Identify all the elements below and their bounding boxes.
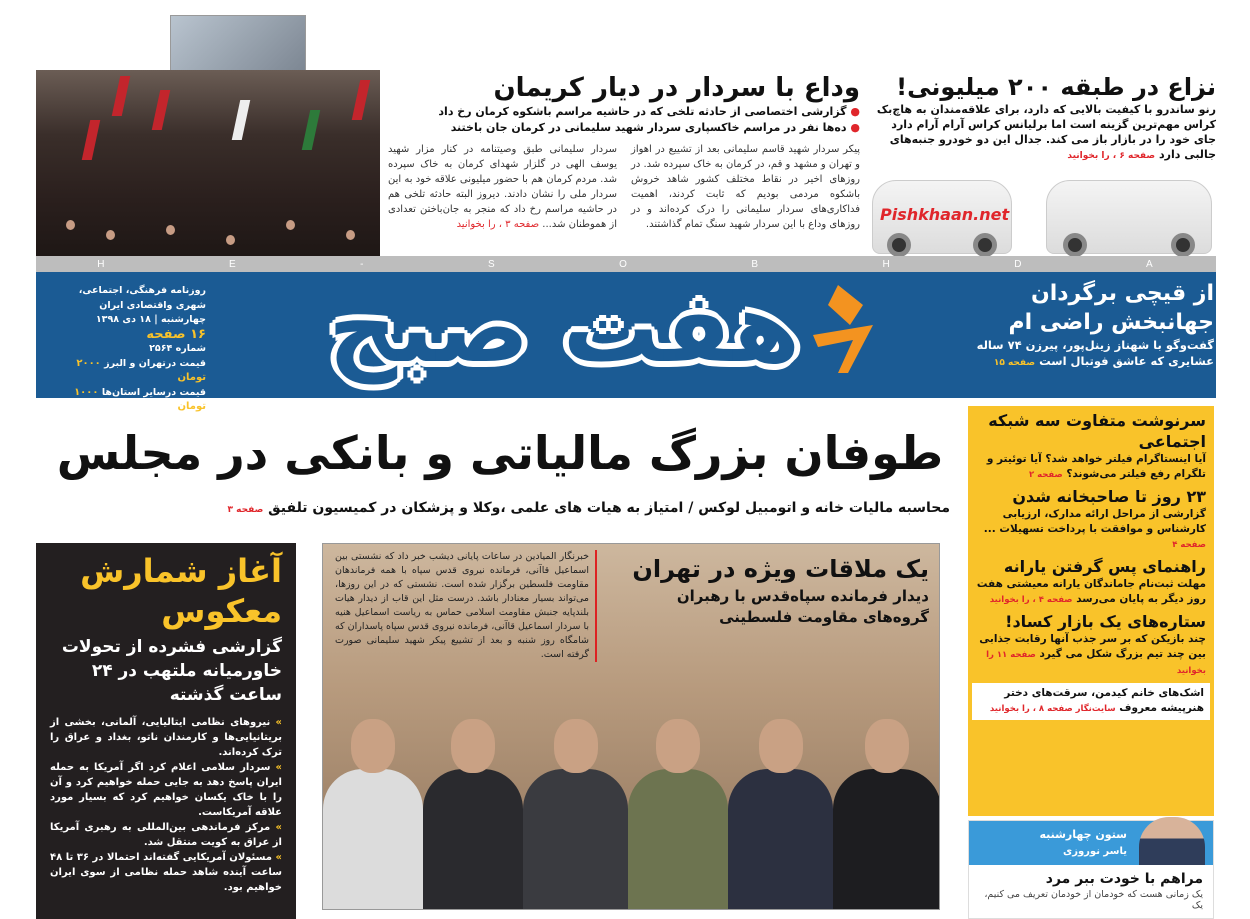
strip-letter: H	[97, 258, 107, 270]
column-body: یک زمانی هست که خودمان از خودمان تعریف می کنیم، یک	[984, 889, 1203, 911]
price-label: قیمت درسایر استان‌ها	[101, 386, 206, 398]
logo-text: هفت صبح	[328, 272, 800, 384]
person-figure	[728, 769, 833, 909]
issue-date: چهارشنبه | ۱۸ دی ۱۳۹۸	[95, 314, 206, 325]
teaser-body: اشک‌های خانم کیدمن، سرقت‌های دختر هنرپیشه معروف سایت‌نگار صفحه ۸ ، را بخوانید	[989, 687, 1204, 714]
column-label: ستون چهارشنبه	[1039, 828, 1127, 841]
person-figure	[323, 769, 423, 909]
page-ref-link[interactable]: صفحه ۲	[1028, 470, 1063, 480]
page-count: ۱۶ صفحه	[146, 326, 206, 342]
strip-letter: A	[1145, 258, 1155, 270]
person-figure	[523, 769, 628, 909]
strip-letter: O	[619, 258, 629, 270]
meeting-photo-story	[322, 543, 940, 910]
football-feature	[960, 279, 1214, 371]
news-item: » سردار سلامی اعلام کرد اگر آمریکا به حمله ایران پاسخ دهد به جایی حمله خواهیم کرد و آن را با خاک یکسان خواهیم کرد که بسیار مورد علاقه آمریکاست.	[50, 762, 282, 818]
price-value: ۱۰۰۰ تومان	[74, 386, 206, 412]
strip-letter: D	[1014, 258, 1024, 270]
story-column: سردار سلیمانی طبق وصیتنامه در کنار مزار شهید یوسف الهی در گلزار شهدای کرمان به خاک سپرده شد. مردم کرمان هم با حضور میلیونی علاقه خود به این سردار ملی را نشان دادند. دیروز البته حادثه تلخی هم در حاشیه مراسم رخ داد که منجر به جان‌باختن تعدادی از هموطنان شد... صفحه ۳ ، را بخوانید	[388, 144, 617, 230]
pishkhaan-watermark: Pishkhaan.net	[880, 205, 1010, 224]
car-story	[866, 72, 1216, 164]
page-ref-link[interactable]: صفحه ۴ ، را بخوانید	[989, 595, 1073, 605]
main-subheadline: محاسبه مالیات خانه و اتومبیل لوکس / امتیاز به هیات های علمی ،وکلا و پزشکان در کمیسیون تلفیق صفحه ۳	[227, 500, 950, 516]
teaser-body: چند بازیکن که بر سر جذب آنها رقابت جذابی بین چند تیم بزرگ شکل می گیرد صفحه ۱۱ را بخوانید	[979, 633, 1206, 676]
teaser-title: راهنمای پس گرفتن یارانه	[1003, 557, 1206, 576]
story-bullet: ده‌ها نفر در مراسم خاکسپاری سردار شهید سلیمانی در کرمان جان باختند	[450, 121, 847, 134]
haft-e-sobh-logo	[330, 268, 800, 398]
kerman-funeral-story: وداع با سردار در دیار کریمان ● گزارشی اختصاصی از حادثه تلخی که در حاشیه مراسم باشکوه کرمان رخ داد ● ده‌ها نفر در مراسم خاکسپاری سردار شهید سلیمانی در کرمان جان باختند پیکر سردار شهید قاسم سلیمانی بعد از تشییع در اهواز و تهران و مشهد و قم، در کرمان به خاک سپرده شد. در روزهای اخیر در نقاط مختلف کشور شاهد خروش باشکوه مردمی بودیم که ثابت کردند، اهمیت فداکاری‌های سردار سلیمانی را درک کرده‌اند و در روزهای وداع با این سردار شهید سنگ تمام گذاشتند. سردار سلیمانی طبق وصیتنامه در کنار مزار شهید یوسف الهی در گلزار شهدای کرمان به خاک سپرده شد. مردم کرمان هم با حضور میلیونی علاقه خود به این سردار ملی را نشان دادند. دیروز البته حادثه تلخی هم در حاشیه مراسم رخ داد که منجر به جان‌باختن تعدادی از هموطنان شد... صفحه ۳ ، را بخوانید	[388, 73, 860, 230]
logo-seven-mark	[808, 285, 878, 375]
page-ref-link[interactable]: صفحه ۱۵	[993, 358, 1036, 368]
strip-letter: E	[228, 258, 238, 270]
page-ref-link[interactable]: صفحه ۳ ، را بخوانید	[456, 219, 540, 230]
teaser-body: آیا اینستاگرام فیلتر خواهد شد؟ آیا توئیتر و تلگرام رفع فیلتر می‌شوند؟ صفحه ۲	[986, 453, 1206, 480]
column-title: مراهم با خودت ببر مرد	[1045, 871, 1203, 887]
story-column: پیکر سردار شهید قاسم سلیمانی بعد از تشییع در اهواز و تهران و مشهد و قم، در کرمان به خاک سپرده شد. در روزهای اخیر در نقاط مختلف کشور شاهد خروش باشکوه مردمی بودیم که ثابت کردند، اهمیت فداکاری‌های سردار سلیمانی را درک کرده‌اند و در روزهای وداع با این سردار شهید سنگ تمام گذاشتند.	[631, 144, 860, 230]
teaser-title: سرنوشت متفاوت سه شبکه اجتماعی	[988, 411, 1206, 451]
middle-east-box	[36, 543, 296, 919]
soleimani-poster-image	[170, 15, 306, 71]
box-subtitle: گزارشی فشرده از تحولات خاورمیانه ملتهب در ۲۴ ساعت گذشته	[61, 637, 282, 705]
yellow-news-box	[968, 406, 1214, 816]
page-ref-link[interactable]: صفحه ۶ ، را بخوانید	[1067, 151, 1156, 161]
teaser-title: ستاره‌های یک بازار کساد!	[1005, 612, 1206, 631]
issue-info	[46, 284, 206, 415]
strip-letter: B	[751, 258, 761, 270]
paper-type: شهری واقتصادی ایران	[99, 299, 206, 311]
story-bullet: گزارشی اختصاصی از حادثه تلخی که در حاشیه مراسم باشکوه کرمان رخ داد	[438, 105, 847, 118]
wednesday-column	[968, 820, 1214, 919]
person-figure	[423, 769, 523, 909]
news-item: » مسئولان آمریکایی گفته‌اند احتمالا در ۳۶ تا ۴۸ ساعت آینده شاهد حمله نظامی از سوی ایران خواهیم بود.	[50, 852, 282, 893]
issue-number: شماره ۲۵۶۴	[149, 343, 206, 354]
teaser-body: مهلت ثبت‌نام جاماندگان یارانه معیشتی هفت روز دیگر به پایان می‌رسد صفحه ۴ ، را بخوانید	[976, 578, 1206, 605]
feature-title: از قیچی برگردان	[1030, 281, 1214, 306]
feature-title: جهانبخش راضی ام	[1008, 310, 1214, 335]
photo-story-subtitle: دیدار فرمانده سپاه‌قدس با رهبران گروه‌های مقاومت فلسطینی	[676, 587, 929, 626]
price-label: قیمت درتهران و البرز	[104, 357, 206, 369]
paper-type: روزنامه فرهنگی، اجتماعی،	[78, 285, 206, 296]
main-headline: طوفان بزرگ مالیاتی و بانکی در مجلس	[56, 426, 944, 480]
teaser-title: ۲۳ روز تا صاحبخانه شدن	[1012, 487, 1206, 506]
photo-story-title: یک ملاقات ویژه در تهران	[632, 555, 929, 583]
feature-body: گفت‌وگو با شهناز زینل‌پور، پیرزن ۷۴ ساله عشایری که عاشق فوتبال است صفحه ۱۵	[976, 338, 1214, 368]
page-ref-link[interactable]: صفحه ۴	[1172, 540, 1206, 550]
column-header	[969, 821, 1213, 865]
teaser-body: گزارشی از مراحل ارائه مدارک، ارزیابی کارشناس و موافقت با پرداخت تسهیلات ... صفحه ۴	[983, 508, 1206, 550]
car-image-sandero	[1046, 180, 1212, 254]
person-figure	[628, 769, 728, 909]
box-title: آغاز شمارش معکوس	[80, 552, 282, 630]
strip-letter: S	[487, 258, 497, 270]
story-title: نزاع در طبقه ۲۰۰ میلیونی!	[896, 73, 1216, 101]
person-figure	[833, 769, 940, 909]
column-author: یاسر نوروزی	[1063, 846, 1127, 857]
news-item: » نیروهای نظامی ایتالیایی، آلمانی، بخشی از بریتانیایی‌ها و کارمندان ناتو، بغداد و عراق را ترک کرده‌اند.	[50, 717, 282, 758]
story-body: رنو ساندرو با کیفیت بالایی که دارد، برای علاقه‌مندان به هاچ‌بک کراس مهم‌ترین گزینه است اما برلیانس کراس آرام آرام دارد جای خود را در بازار باز می کند. جدال این دو خودرو جنبه‌های جالبی دارد صفحه ۶ ، را بخوانید	[876, 103, 1216, 161]
photo-story-heading	[611, 552, 929, 628]
page-ref-link[interactable]: صفحه ۱۱ را بخوانید	[986, 650, 1206, 676]
author-photo	[1139, 817, 1205, 865]
page-ref-link[interactable]: صفحه ۳	[227, 505, 264, 515]
strip-letter: -	[360, 258, 366, 270]
story-title: وداع با سردار در دیار کریمان	[493, 73, 860, 103]
strip-letter: H	[882, 258, 892, 270]
price-value: ۲۰۰۰ تومان	[76, 357, 206, 383]
news-item: » مرکز فرماندهی بین‌المللی به رهبری آمریکا از عراق به کویت منتقل شد.	[50, 822, 282, 848]
photo-story-body: خبرنگار المیادین در ساعات پایانی دیشب خبر داد که نشستی بین اسماعیل قاآنی، فرمانده نیروی قدس سپاه با همه فرماندهان مقاومت فلسطین برگزار شده است. نشستی که در این روزها، می‌تواند بسیار معنادار باشد. درست مثل این قاب از دیدار هیات بلندپایه جنبش مقاومت اسلامی حماس به ریاست اسماعیل هنیه با سردار اسماعیل قاآنی، فرمانده نیروی قدس سپاه پاسداران که شامگاه روز شنبه و بعد از تشییع پیکر شهید سلیمانی صورت گرفته است.	[335, 550, 597, 662]
funeral-crowd-photo	[36, 70, 380, 256]
page-ref-link[interactable]: سایت‌نگار صفحه ۸ ، را بخوانید	[989, 704, 1116, 714]
